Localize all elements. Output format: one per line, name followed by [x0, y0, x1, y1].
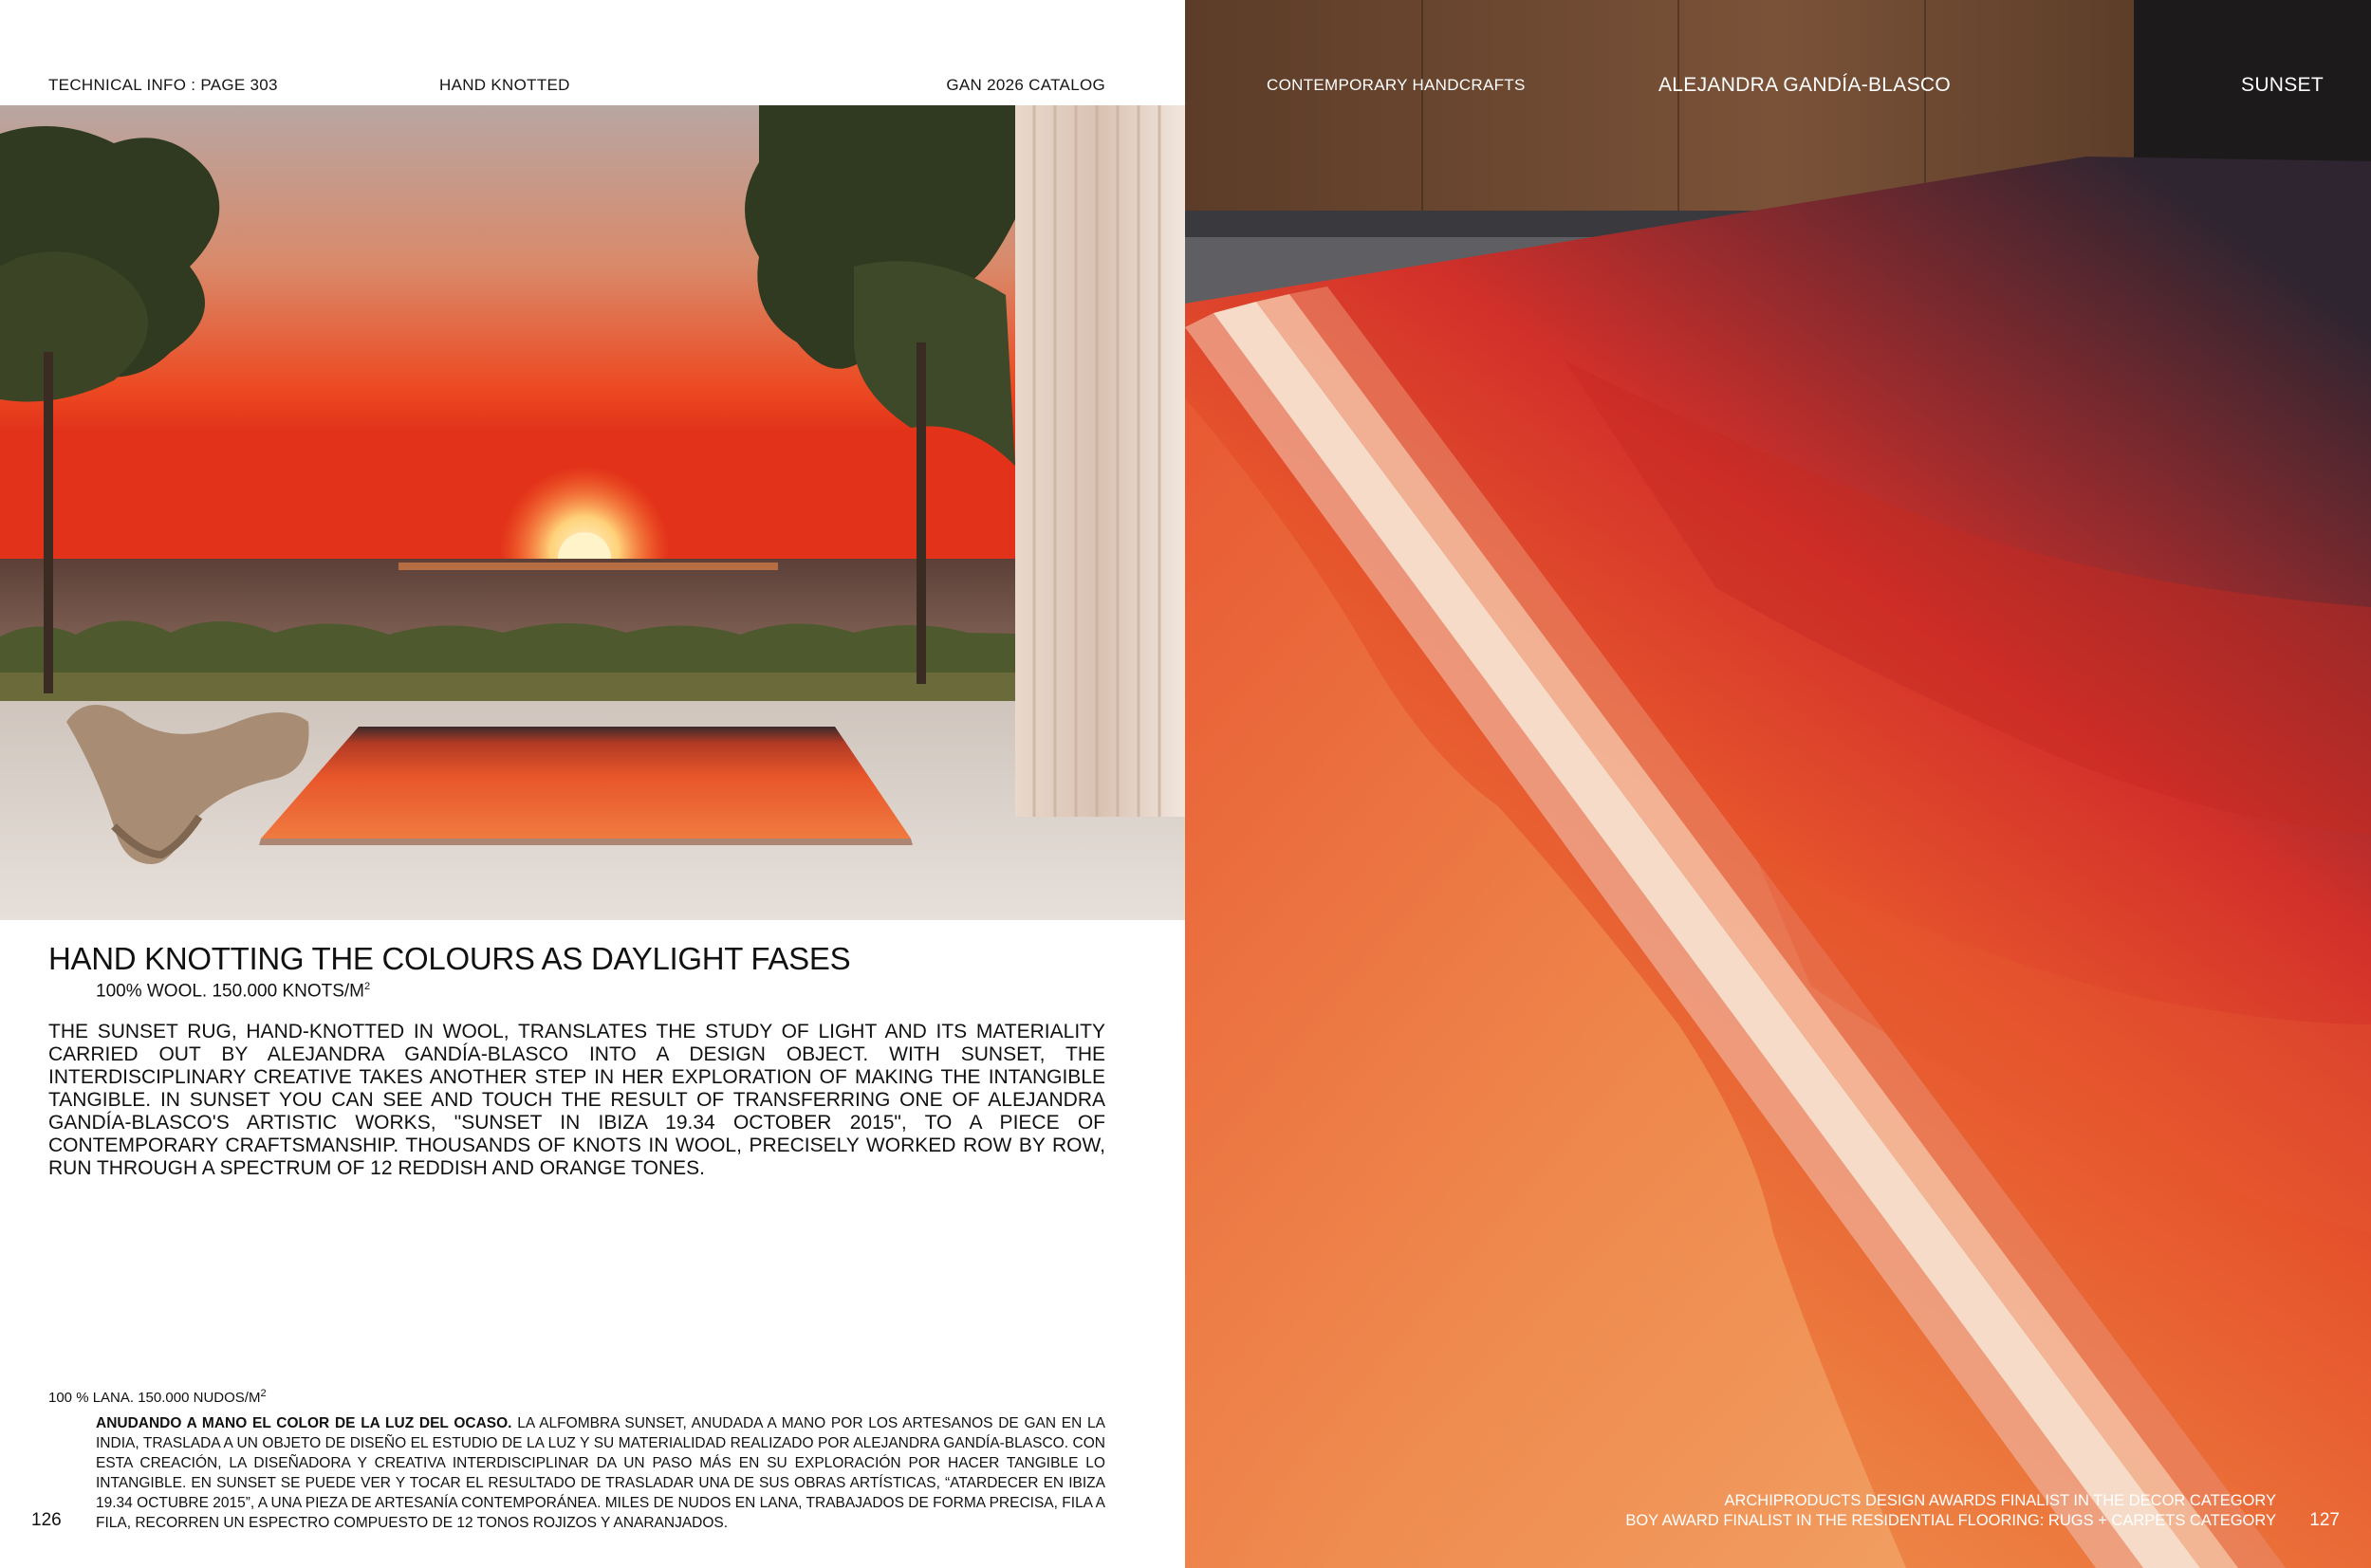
awards-list [1625, 1491, 2276, 1531]
spanish-material-spec [48, 1388, 267, 1406]
spanish-description [96, 1413, 1105, 1533]
technique-label: HAND KNOTTED [439, 76, 570, 94]
english-description [48, 1021, 1105, 1180]
sunset-rug-closeup-photo [1185, 0, 2371, 1568]
award-item: BOY AWARD FINALIST IN THE RESIDENTIAL FLOORING: RUGS + CARPETS CATEGORY [1625, 1512, 2276, 1529]
right-page [1185, 0, 2371, 1568]
spanish-material-spec-text: 100 % LANA. 150.000 NUDOS/M [48, 1390, 261, 1406]
material-spec-text: 100% WOOL. 150.000 KNOTS/M [96, 981, 365, 1002]
product-label: SUNSET [2241, 74, 2324, 96]
award-item: ARCHIPRODUCTS DESIGN AWARDS FINALIST IN THE DECOR CATEGORY [1724, 1492, 2276, 1509]
spanish-lead: ANUDANDO A MANO EL COLOR DE LA LUZ DEL OCASO. [96, 1415, 512, 1431]
sunset-terrace-photo [0, 105, 1185, 920]
article-title: HAND KNOTTING THE COLOURS AS DAYLIGHT FASES [48, 941, 851, 976]
spanish-description-text: LA ALFOMBRA SUNSET, ANUDADA A MANO POR LOS ARTESANOS DE GAN EN LA INDIA, TRASLADA A UN OBJETO DE DISEÑO EL ESTUDIO DE LA LUZ Y SU MATERIALIDAD REALIZADO POR ALEJANDRA GANDÍA-BLASCO. CON ESTA CREACIÓN, LA DISEÑADORA Y CREATIVA INTERDISCIPLINAR DA UN PASO MÁS EN SU EXPLORACIÓN POR HACER TANGIBLE LO INTANGIBLE. EN SUNSET SE PUEDE VER Y TOCAR EL RESULTADO DE TRASLADAR UNA DE SUS OBRAS ARTÍSTICAS, “ATARDECER EN IBIZA 19.34 OCTUBRE 2015”, A UNA PIEZA DE ARTESANÍA CONTEMPORÁNEA. MILES DE NUDOS EN LANA, TRABAJADOS DE FORMA PRECISA, FILA A FILA, RECORREN UN ESPECTRO COMPUESTO DE 12 TONOS ROJIZOS Y ANARANJADOS. [96, 1415, 1105, 1531]
technical-info-label: TECHNICAL INFO : PAGE 303 [48, 76, 278, 94]
designer-label: ALEJANDRA GANDÍA-BLASCO [1658, 74, 1951, 96]
page-number-right: 127 [2309, 1510, 2340, 1530]
spanish-material-spec-sup: 2 [260, 1388, 267, 1399]
english-description-text: THE SUNSET RUG, HAND-KNOTTED IN WOOL, TRANSLATES THE STUDY OF LIGHT AND ITS MATERIALITY CARRIED OUT BY ALEJANDRA GANDÍA-BLASCO INTO A DESIGN OBJECT. WITH SUNSET, THE INTERDISCIPLINARY CREATIVE TAKES ANOTHER STEP IN HER EXPLORATION OF MAKING THE INTANGIBLE TANGIBLE. IN SUNSET YOU CAN SEE AND TOUCH THE RESULT OF TRANSFERRING ONE OF ALEJANDRA GANDÍA-BLASCO'S ARTISTIC WORKS, "SUNSET IN IBIZA 19.34 OCTOBER 2015", TO A PIECE OF CONTEMPORARY CRAFTSMANSHIP. THOUSANDS OF KNOTS IN WOOL, PRECISELY WORKED ROW BY ROW, RUN THROUGH A SPECTRUM OF 12 REDDISH AND ORANGE TONES. [48, 1021, 1105, 1179]
material-spec [96, 981, 370, 1002]
sunset-terrace-illustration [0, 105, 1185, 920]
catalog-label: GAN 2026 CATALOG [946, 76, 1105, 94]
page-number-left: 126 [31, 1510, 62, 1530]
collection-label: CONTEMPORARY HANDCRAFTS [1267, 76, 1526, 94]
material-spec-sup: 2 [364, 981, 371, 992]
left-page [0, 0, 1185, 1568]
